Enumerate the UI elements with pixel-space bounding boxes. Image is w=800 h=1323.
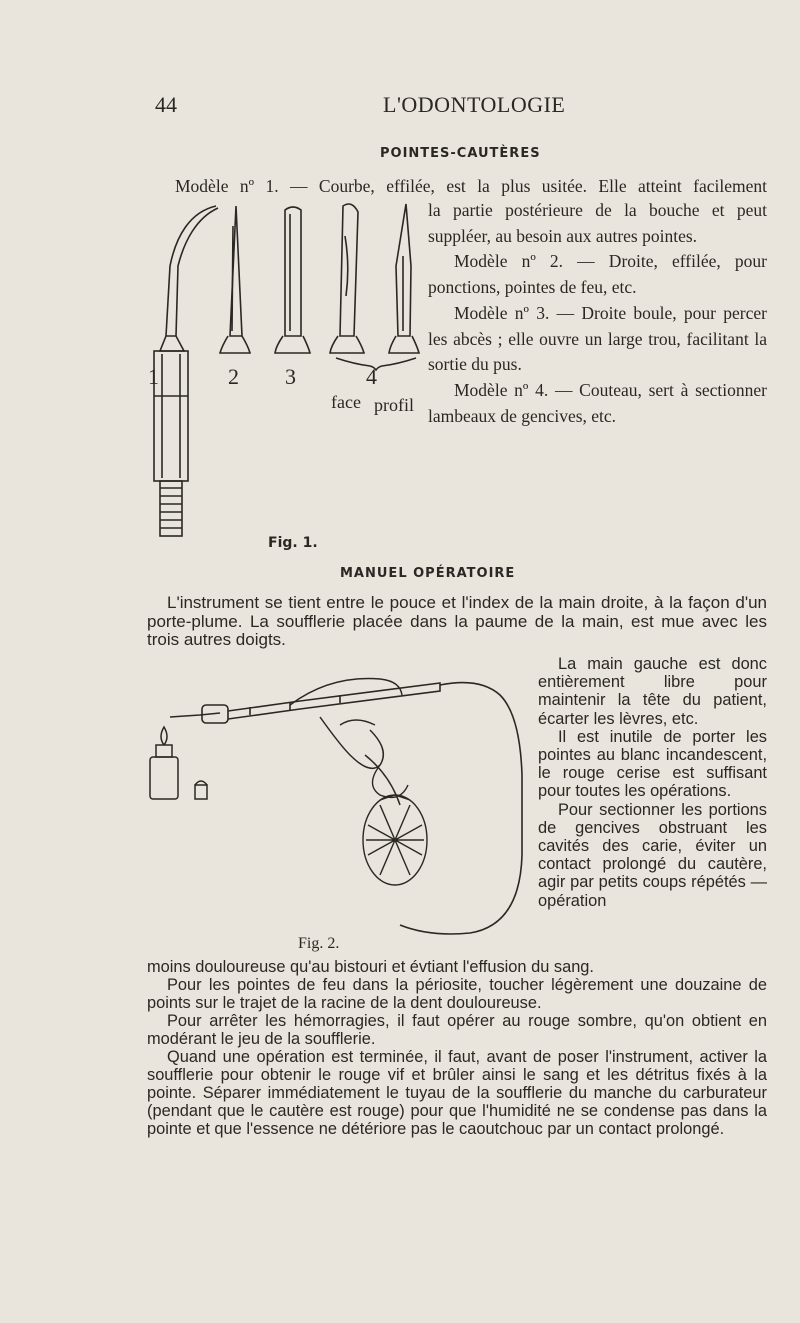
label-model-3: 3 (285, 364, 296, 389)
cautery-instrument-icon (170, 683, 522, 934)
model-1-first-line: Modèle nº 1. — Courbe, effilée, est la plus usitée. Elle atteint facilement (175, 176, 767, 196)
lamp-bottle-icon (150, 727, 207, 799)
label-model-4: 4 (366, 364, 377, 389)
figure-1-caption: Fig. 1. (268, 535, 318, 551)
models-description (428, 198, 767, 429)
model-1-continuation: la partie postérieure de la bouche et peut suppléer, au besoin aux autres pointes. (428, 200, 767, 246)
model-2-description: Modèle nº 2. — Droite, effilée, pour ponctions, pointes de feu, etc. (428, 251, 767, 298)
paragraph-operation-terminee: Quand une opération est terminée, il faut, avant de poser l'instrument, activer la soufflerie pour obtenir le rouge vif et brûler ainsi le sang et les détritus fixés à la pointe. Séparer immédiatement le tuyau de la soufflerie du manche du carburateur (pendant que le cautère est rouge) pour que l'humidité ne se condense pas dans la pointe et que l'essence ne détériore pas le caoutchouc par un contact prolongé. (147, 1048, 767, 1138)
manuel-right-column (538, 655, 767, 910)
page-header (155, 92, 755, 122)
lead-paragraph: L'instrument se tient entre le pouce et l'index de la main droite, à la façon d'un porte-plume. La soufflerie placée dans la paume de la main, est mue avec les trois autres doigts. (147, 593, 767, 649)
label-face: face (331, 392, 361, 412)
right-col-paragraph-1: La main gauche est donc entièrement libre pour maintenir la tête du patient, écarter les lèvres, etc. (538, 655, 767, 728)
label-model-2: 2 (228, 364, 239, 389)
tip-model-1-icon (154, 206, 218, 536)
model-4-description: Modèle nº 4. — Couteau, sert à sectionner lambeaux de gencives, etc. (428, 379, 767, 426)
right-col-paragraph-2: Il est inutile de porter les pointes au blanc incandescent, le rouge cerise est suffisant pour toutes les opérations. (538, 727, 767, 801)
figure-2-cautery-in-hand (140, 655, 535, 940)
model-3-description: Modèle nº 3. — Droite boule, pour percer les abcès ; elle ouvre un large trou, facilitant la sortie du pus. (428, 302, 767, 375)
manuel-lead-paragraph (147, 594, 767, 650)
tip-model-4-profil-icon (389, 204, 419, 353)
continuation-line: moins douloureuse qu'au bistouri et évtiant l'effusion du sang. (147, 958, 594, 976)
page-number: 44 (155, 92, 177, 117)
section-title-manuel-operatoire: MANUEL OPÉRATOIRE (340, 566, 516, 581)
paragraph-pointes-de-feu: Pour les pointes de feu dans la périosite, toucher légèrement une douzaine de points sur le trajet de la racine de la dent douloureuse. (147, 976, 767, 1012)
figure-2-caption: Fig. 2. (298, 935, 340, 952)
running-title: L'ODONTOLOGIE (383, 92, 566, 117)
right-col-paragraph-3: Pour sectionner les portions de gencives obstruant les cavités des carie, éviter un contact prolongé du cautère, agir par petits coups répétés — opération (538, 800, 767, 910)
tip-model-2-icon (220, 206, 250, 353)
tip-model-3-icon (275, 207, 310, 353)
tip-model-4-face-icon (330, 204, 364, 353)
label-model-1: 1 (148, 364, 159, 389)
manuel-bottom-text (147, 958, 767, 1138)
label-profil: profil (374, 395, 414, 415)
section-title-pointes-cauteres: POINTES-CAUTÈRES (380, 146, 541, 161)
bulb-icon (363, 765, 427, 885)
figure-1-cautery-tips (140, 196, 430, 541)
paragraph-hemorragies: Pour arrêter les hémorragies, il faut opérer au rouge sombre, qu'on obtient en modérant le jeu de la soufflerie. (147, 1012, 767, 1048)
